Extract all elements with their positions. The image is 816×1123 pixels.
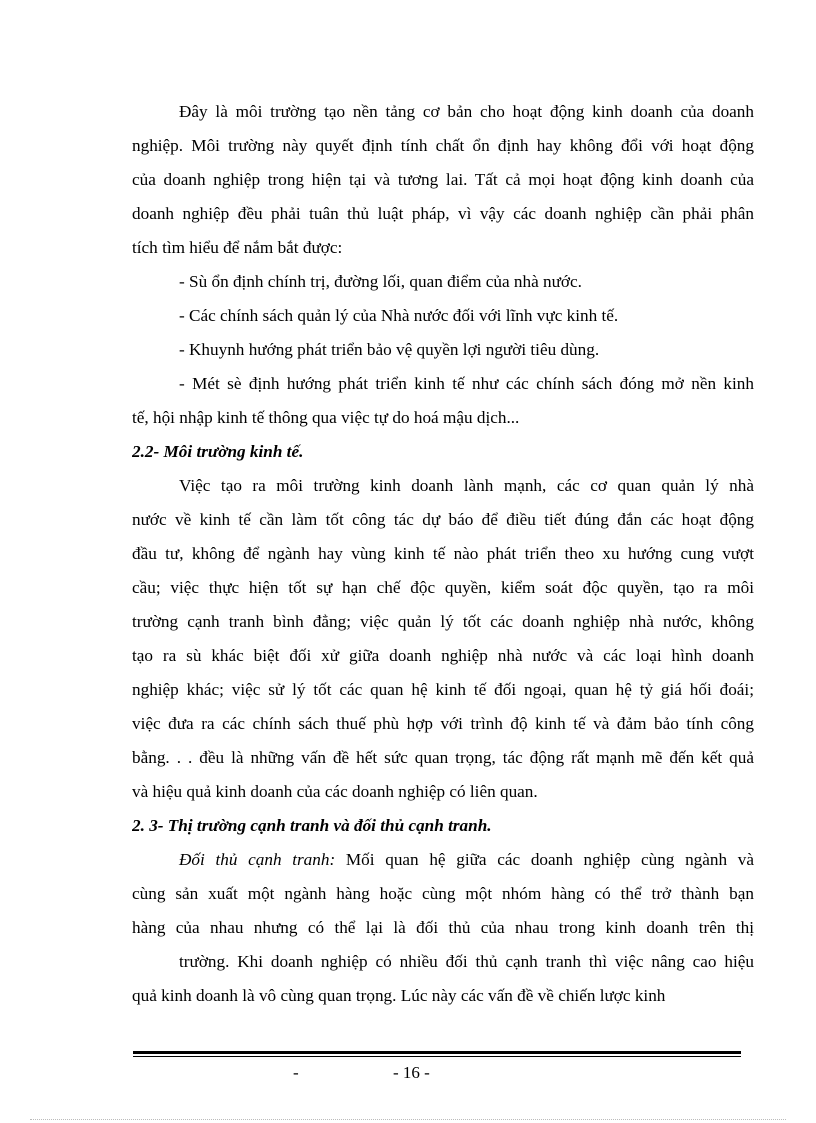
footer-dash: - [293,1063,299,1082]
paragraph-line: tạo ra sù khác biệt đối xử giữa doanh nghiệp nhà nước và các loại hình doanh [132,646,754,665]
footer-rule-thin [133,1056,741,1057]
bullet-line: tế, hội nhập kinh tế thông qua việc tự do hoá mậu dịch... [132,408,520,427]
paragraph-line: và hiệu quả kinh doanh của các doanh nghiệp có liên quan. [132,782,538,801]
paragraph-line: nghiệp khác; việc sử lý tốt các quan hệ kinh tế đối ngoại, quan hệ tỷ giá hối đoái; [132,680,754,699]
bullet-line: - Khuynh hướng phát triển bảo vệ quyền lợi người tiêu dùng. [179,340,600,359]
page-number: - 16 - [393,1063,430,1082]
paragraph-line: doanh nghiệp đều phải tuân thủ luật pháp, vì vậy các doanh nghiệp cần phải phân [132,204,754,223]
paragraph-line: cùng sản xuất một ngành hàng hoặc cùng một nhóm hàng có thể trở thành bạn [132,884,754,903]
paragraph-line: trường cạnh tranh bình đẳng; việc quản lý tốt các doanh nghiệp nhà nước, không [132,612,754,631]
bullet-line: - Sù ổn định chính trị, đường lối, quan điểm của nhà nước. [179,272,582,291]
section-heading: 2.2- Môi trường kinh tế. [132,442,304,461]
paragraph-text: Mối quan hệ giữa các doanh nghiệp cùng ngành và [335,850,754,869]
page-bottom-dotted-rule [30,1119,786,1120]
paragraph-line: trường. Khi doanh nghiệp có nhiều đối thủ cạnh tranh thì việc nâng cao hiệu [179,952,754,971]
footer-rule-thick [133,1051,741,1054]
paragraph-line: tích tìm hiểu để nắm bắt được: [132,238,343,257]
paragraph-line: cầu; việc thực hiện tốt sự hạn chế độc quyền, kiểm soát độc quyền, tạo ra môi [132,578,754,597]
paragraph-line [132,843,754,877]
paragraph-line: bằng. . . đều là những vấn đề hết sức quan trọng, tác động rất mạnh mẽ đến kết quả [132,748,754,767]
paragraph-line: hàng của nhau nhưng có thể lại là đối thủ của nhau trong kinh doanh trên thị [132,918,754,937]
paragraph-line: của doanh nghiệp trong hiện tại và tương lai. Tất cả mọi hoạt động kinh doanh của [132,170,754,189]
bullet-line: - Các chính sách quản lý của Nhà nước đối với lĩnh vực kinh tế. [179,306,619,325]
section-heading: 2. 3- Thị trường cạnh tranh và đối thủ cạnh tranh. [132,816,492,835]
paragraph-line: Đây là môi trường tạo nền tảng cơ bản cho hoạt động kinh doanh của doanh [179,102,754,121]
paragraph-line: nghiệp. Môi trường này quyết định tính chất ổn định hay không đổi với hoạt động [132,136,754,155]
term-label: Đối thủ cạnh tranh: [179,850,336,869]
paragraph-line: quả kinh doanh là vô cùng quan trọng. Lúc này các vấn đề về chiến lược kinh [132,986,666,1005]
paragraph-line: Việc tạo ra môi trường kinh doanh lành mạnh, các cơ quan quản lý nhà [179,476,754,495]
paragraph-line: đầu tư, không để ngành hay vùng kinh tế nào phát triển theo xu hướng cung vượt [132,544,754,563]
bullet-line: - Mét sè định hướng phát triển kinh tế như các chính sách đóng mở nền kinh [179,374,754,393]
paragraph-line: nước về kinh tế cần làm tốt công tác dự báo để điều tiết đúng đắn các hoạt động [132,510,754,529]
paragraph-line: việc đưa ra các chính sách thuế phù hợp với trình độ kinh tế và đảm bảo tính công [132,714,754,733]
